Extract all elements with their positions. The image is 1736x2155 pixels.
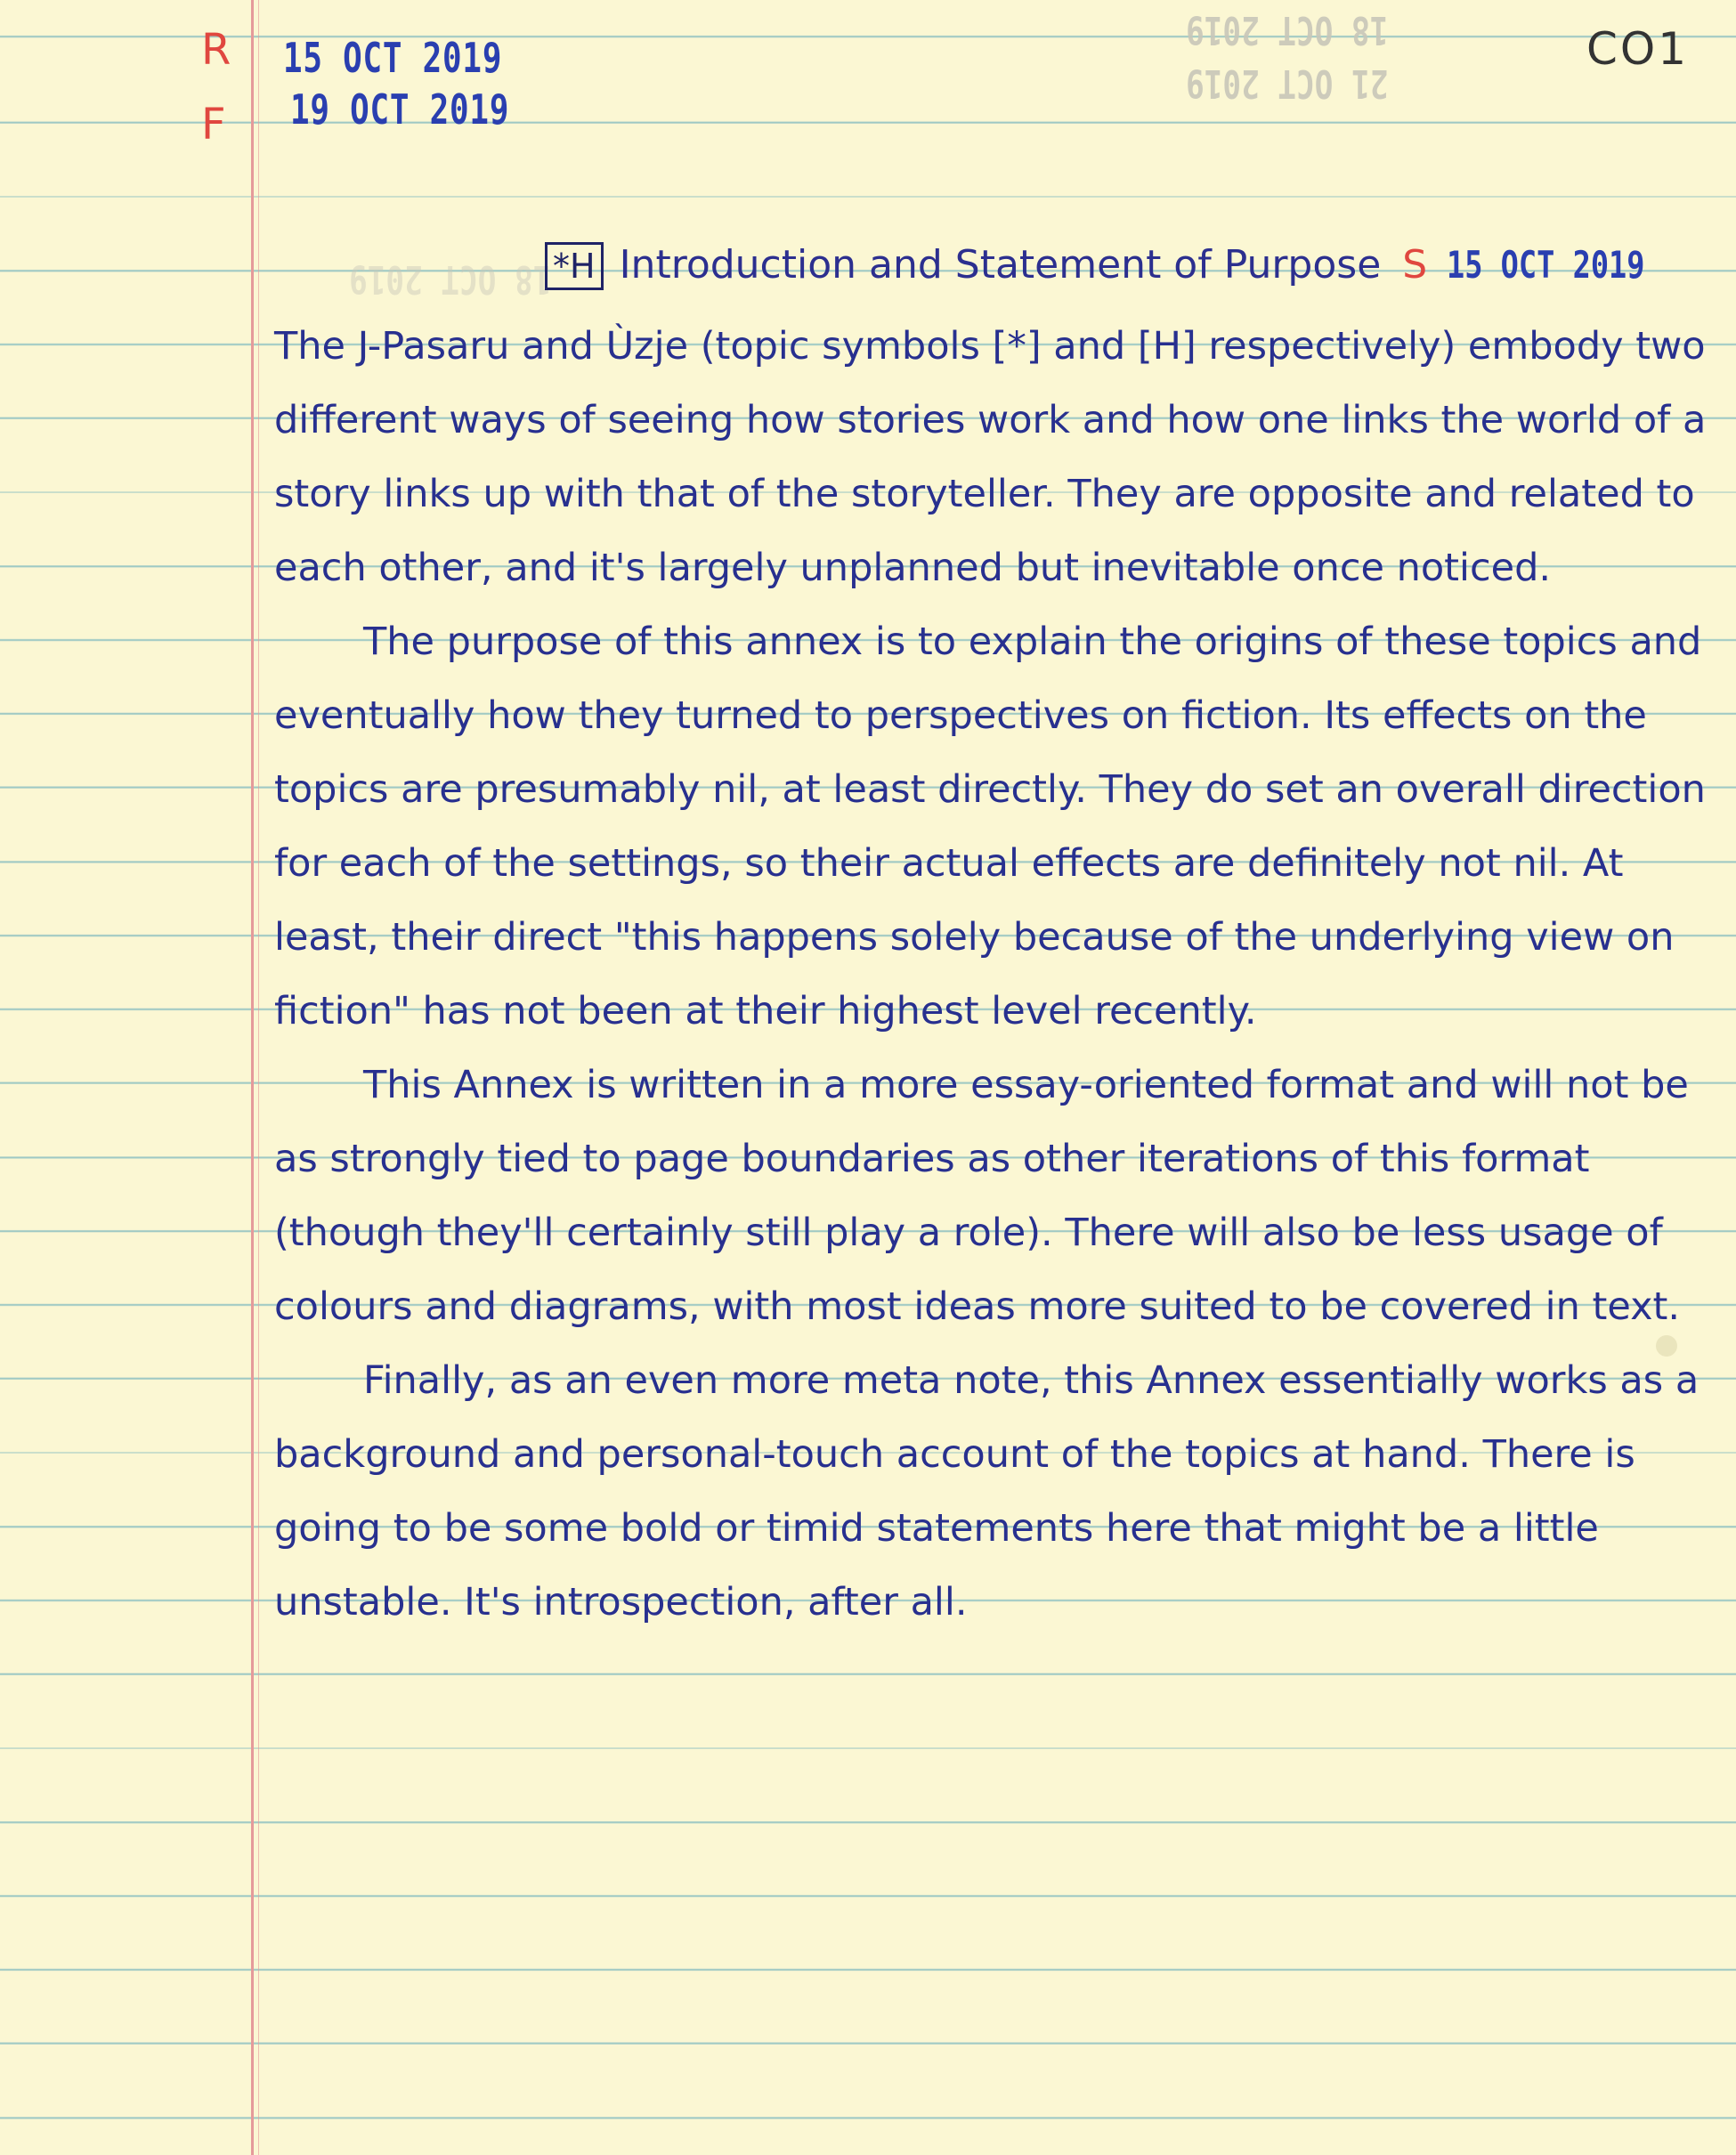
heading-date-stamp: 15 OCT 2019: [1447, 243, 1645, 287]
margin-mark-f: F: [201, 100, 226, 150]
show-through-stamp: 21 OCT 2019: [1186, 61, 1389, 106]
heading-title: Introduction and Statement of Purpose: [619, 242, 1382, 288]
paragraph-4: Finally, as an even more meta note, this Annex essentially works as a background and personal-touch account of the topics at hand. There is going to be some bold or timid statements here that might be a little unstable. It's introspection, after all.: [274, 1358, 1699, 1624]
margin-rule-inner: [258, 0, 259, 2155]
date-stamp-2: 19 OCT 2019: [290, 85, 510, 134]
paper-spot: [1656, 1335, 1677, 1357]
topic-symbol-box: *H: [545, 242, 604, 290]
show-through-stamp: 18 OCT 2019: [1186, 7, 1389, 53]
paragraph-3: This Annex is written in a more essay-oriented format and will not be as strongly tied to page boundaries as other iterations of this format (though they'll certainly still play a role). There will also be less usage of colours and diagrams, with most ideas more suited to be covered in text.: [274, 1063, 1689, 1329]
date-stamp-1: 15 OCT 2019: [283, 34, 503, 82]
handwritten-body: [274, 310, 1708, 1640]
page-heading: [545, 242, 1694, 290]
margin-rule: [251, 0, 254, 2155]
show-through-stamp: 18 OCT 2019: [349, 256, 552, 302]
paragraph-2: The purpose of this annex is to explain the origins of these topics and eventually how they turned to perspectives on fiction. Its effects on the topics are presumably nil, at least directly. They do set an overall direction for each of the settings, so their actual effects are definitely not nil. At least, their direct "this happens solely because of the underlying view on fiction" has not been at their highest level recently.: [274, 620, 1706, 1033]
page-code: CO1: [1586, 23, 1690, 75]
paragraph-1: The J-Pasaru and Ùzje (topic symbols [*] and [H] respectively) embody two different ways of seeing how stories work and how one links the world of a story links up with that of the storyteller. They are opposite and related to each other, and it's largely unplanned but inevitable once noticed.: [274, 324, 1707, 590]
heading-marker: S: [1402, 242, 1428, 288]
margin-mark-r: R: [201, 25, 231, 75]
